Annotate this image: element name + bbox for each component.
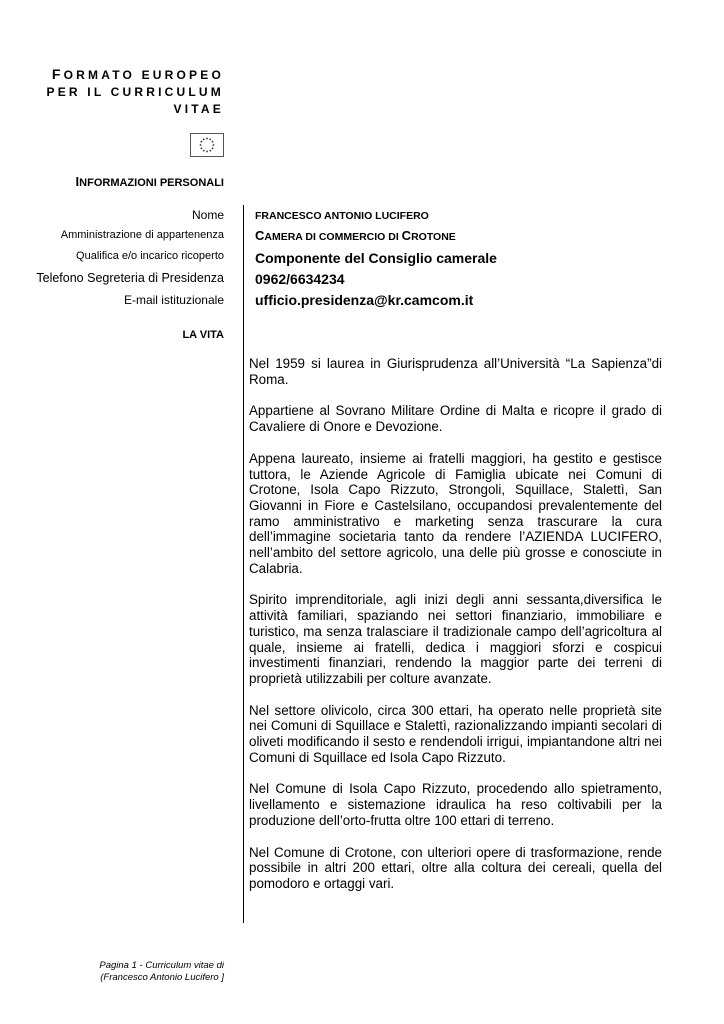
bio-paragraph: Appartiene al Sovrano Militare Ordine di Malta e ricopre il grado di Cavaliere di Onore e Devozione. (249, 403, 662, 435)
value-telefono: 0962/6634234 (255, 271, 345, 287)
eu-stars-circle (191, 134, 223, 156)
personal-info-heading: INFORMAZIONI PERSONALI (75, 174, 224, 189)
bio-paragraph: Nel Comune di Crotone, con ulteriori opere di trasformazione, rende possibile in altri 200 ettari, oltre alla coltura dei cereali, quella del pomodoro e ortaggi vari. (249, 844, 662, 891)
value-email[interactable]: ufficio.presidenza@kr.camcom.it (255, 292, 474, 308)
label-nome: Nome (191, 208, 224, 222)
label-qualifica: Qualifica e/o incarico ricoperto (76, 250, 224, 262)
eu-flag-icon (190, 133, 224, 157)
page-footer (99, 960, 224, 984)
value-qualifica: Componente del Consiglio camerale (255, 250, 497, 266)
value-amministrazione: CAMERA DI COMMERCIO DI CROTONE (255, 228, 456, 243)
la-vita-heading: LA VITA (182, 329, 224, 341)
title-line-3: VITAE (173, 102, 224, 116)
value-nome: FRANCESCO ANTONIO LUCIFERO (255, 210, 429, 222)
bio-paragraph: Nel 1959 si laurea in Giurisprudenza all’Università “La Sapienza”di Roma. (249, 356, 662, 387)
label-telefono: Telefono Segreteria di Presidenza (36, 271, 224, 285)
title-line-1: FORMATO EUROPEO (51, 66, 224, 82)
label-email: E-mail istituzionale (123, 293, 224, 307)
document-title (4, 66, 224, 118)
bio-paragraph: Nel settore olivicolo, circa 300 ettari, ha operato nelle proprietà site nei Comuni di Squillace e Stalettì, razionalizzando impianti secolari di oliveti modificando il sesto e rendendoli irrigui, impiantandone altri nei Comuni di Squillace ed Isola Capo Rizzuto. (249, 702, 662, 765)
footer-line-2: (Francesco Antonio Lucifero ] (100, 972, 224, 983)
column-divider (243, 205, 244, 923)
biography-text (249, 356, 662, 908)
title-line-2: PER IL CURRICULUM (46, 85, 224, 99)
page-number: 1 (131, 960, 137, 971)
bio-paragraph: Nel Comune di Isola Capo Rizzuto, procedendo allo spietramento, livellamento e sistemazione idraulica ha reso coltivabili per la produzione dell’orto-frutta oltre 100 ettari di terreno. (249, 781, 662, 828)
bio-paragraph: Appena laureato, insieme ai fratelli maggiori, ha gestito e gestisce tuttora, le Aziende Agricole di Famiglia ubicate nei Comuni di Crotone, Isola Capo Rizzuto, Strongoli, Squillace, Stalettì, San Giovanni in Fiore e Castelsilano, occupandosi prevalentemente del ramo amministrativo e marketing senza trascurare la cura dell’immagine societaria tanto da rendere l’AZIENDA LUCIFERO, nell’ambito del settore agricolo, una delle più grosse e conosciute in Calabria. (249, 450, 662, 576)
footer-line-1: Pagina 1 - Curriculum vitae di (99, 960, 224, 971)
label-amministrazione: Amministrazione di appartenenza (60, 229, 224, 241)
bio-paragraph: Spirito imprenditoriale, agli inizi degli anni sessanta,diversifica le attività familiari, spaziando nei settori finanziario, immobiliare e turistico, ma senza tralasciare il tradizionale campo dell’agricoltura al quale, insieme ai fratelli, dedica i maggiori sforzi e cospicui investimenti finanziari, rendendo la maggior parte dei terreni di proprietà utilizzabili per colture avanzate. (249, 592, 662, 686)
